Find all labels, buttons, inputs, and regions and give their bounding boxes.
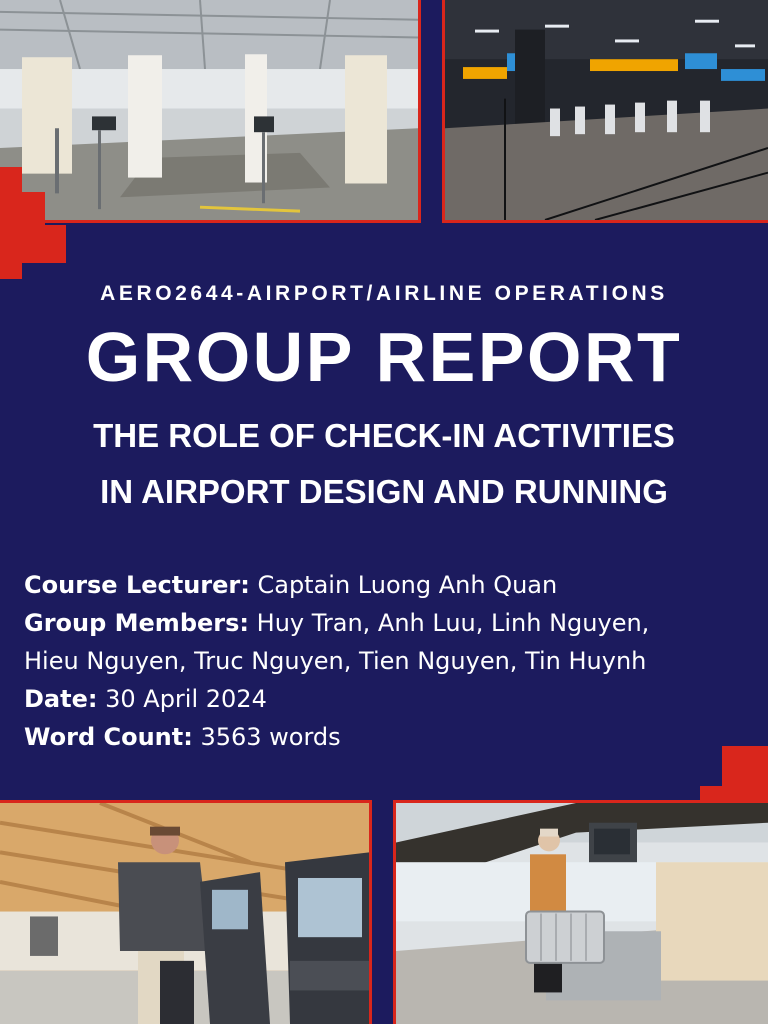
lecturer-value: Captain Luong Anh Quan xyxy=(257,571,558,599)
report-subtitle xyxy=(20,408,748,520)
members-line-2 xyxy=(24,642,748,680)
members-line xyxy=(24,604,748,642)
photo-self-check-in-kiosk xyxy=(0,800,372,1024)
course-code: AERO2644-AIRPORT/AIRLINE OPERATIONS xyxy=(100,282,668,305)
date-line xyxy=(24,680,748,718)
date-value: 30 April 2024 xyxy=(105,685,267,713)
report-title: GROUP REPORT xyxy=(85,318,683,396)
report-details xyxy=(24,566,748,756)
red-step-decoration-left xyxy=(0,167,66,279)
photo-departure-gates xyxy=(442,0,768,223)
members-value-line-2: Hieu Nguyen, Truc Nguyen, Tien Nguyen, Tin Huynh xyxy=(24,647,647,675)
word-count-label: Word Count: xyxy=(24,723,193,751)
lecturer-label: Course Lecturer: xyxy=(24,571,250,599)
lecturer-line xyxy=(24,566,748,604)
members-value-line-1: Huy Tran, Anh Luu, Linh Nguyen, xyxy=(256,609,650,637)
date-label: Date: xyxy=(24,685,98,713)
word-count-line xyxy=(24,718,748,756)
photo-baggage-drop-counter xyxy=(393,800,768,1024)
report-subtitle-line-1: THE ROLE OF CHECK-IN ACTIVITIES xyxy=(93,417,675,454)
members-label: Group Members: xyxy=(24,609,249,637)
report-subtitle-line-2: IN AIRPORT DESIGN AND RUNNING xyxy=(100,473,668,510)
word-count-value: 3563 words xyxy=(200,723,341,751)
